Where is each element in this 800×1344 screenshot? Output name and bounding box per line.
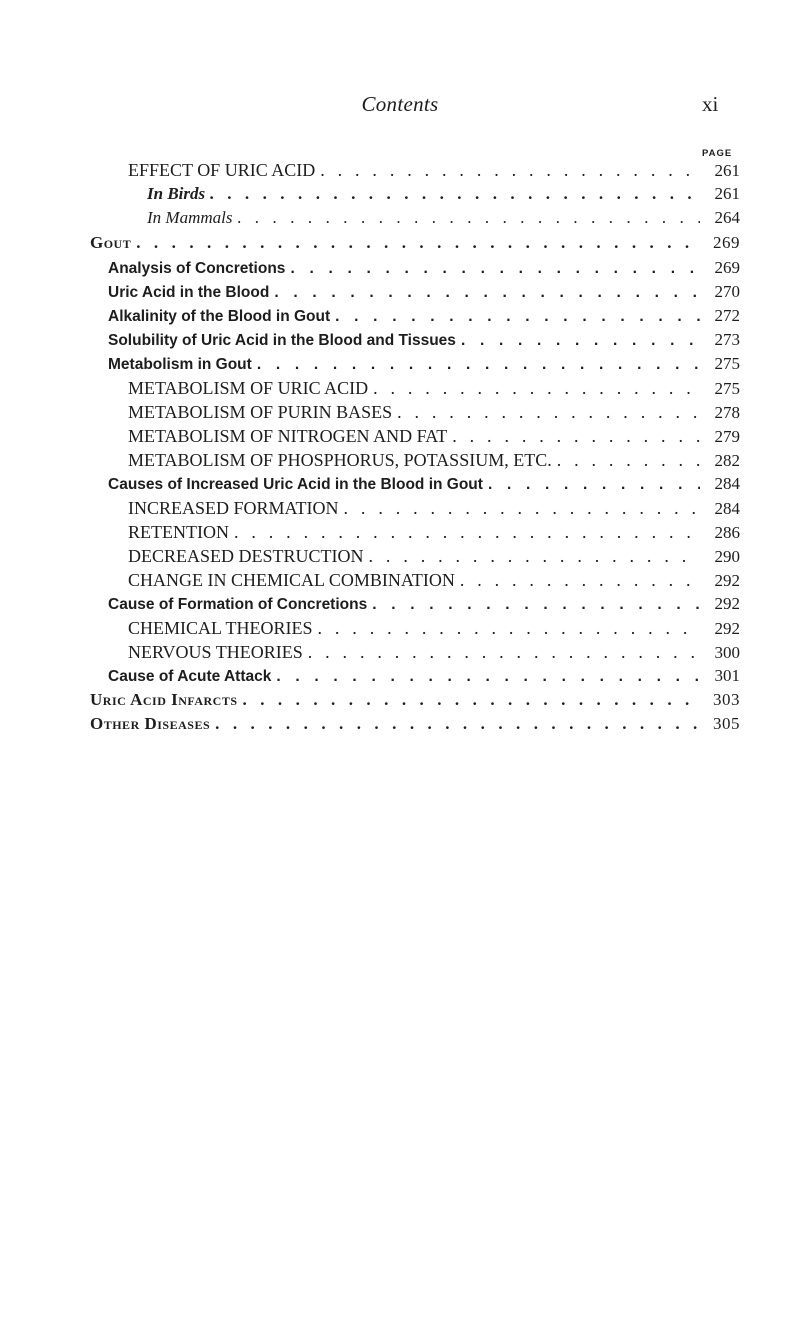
toc-entry-title: In Mammals bbox=[147, 208, 233, 227]
toc-entry-title: METABOLISM OF URIC ACID bbox=[128, 378, 369, 398]
toc-entry-title: Cause of Formation of Concretions bbox=[108, 596, 368, 613]
toc-entry-page: 292 bbox=[714, 571, 740, 590]
dot-leader bbox=[271, 668, 700, 686]
toc-entry bbox=[128, 160, 740, 184]
toc-entry-title: RETENTION bbox=[128, 522, 229, 542]
toc-entry bbox=[90, 233, 740, 257]
dot-leader bbox=[455, 570, 700, 591]
toc-entry-page: 305 bbox=[713, 714, 740, 733]
toc-entry-title: METABOLISM OF NITROGEN AND FAT bbox=[128, 426, 448, 446]
dot-leader bbox=[364, 546, 700, 567]
toc-entry-page: 261 bbox=[714, 161, 740, 180]
dot-leader bbox=[238, 690, 700, 710]
toc-entry bbox=[90, 714, 740, 738]
running-title: Contents bbox=[361, 92, 439, 116]
dot-leader bbox=[330, 308, 700, 326]
dot-leader bbox=[456, 332, 700, 350]
dot-leader bbox=[367, 596, 700, 614]
toc-entry bbox=[108, 474, 740, 498]
toc-entry-page: 301 bbox=[714, 666, 740, 685]
toc-entry-title: Cause of Acute Attack bbox=[108, 668, 272, 685]
dot-leader bbox=[392, 402, 700, 423]
toc-entry bbox=[108, 594, 740, 618]
toc-entry-title: INCREASED FORMATION bbox=[128, 498, 339, 518]
toc-entry-title: Analysis of Concretions bbox=[108, 260, 286, 277]
toc-entry-title: Causes of Increased Uric Acid in the Blood in Gout bbox=[108, 476, 483, 493]
dot-leader bbox=[232, 208, 700, 228]
toc-entry bbox=[147, 208, 740, 232]
toc-entry-title: EFFECT OF URIC ACID bbox=[128, 160, 316, 180]
toc-entry bbox=[128, 378, 740, 402]
toc-entry-title: In Birds bbox=[147, 184, 206, 203]
dot-leader bbox=[205, 184, 700, 204]
toc-entry-title: NERVOUS THEORIES bbox=[128, 642, 303, 662]
toc-entry-page: 272 bbox=[714, 306, 740, 325]
dot-leader bbox=[285, 260, 700, 278]
page-header bbox=[0, 92, 800, 122]
toc-entry bbox=[128, 642, 740, 666]
page-folio: xi bbox=[702, 92, 719, 116]
dot-leader bbox=[368, 378, 700, 399]
dot-leader bbox=[252, 356, 700, 374]
toc-entry bbox=[147, 184, 740, 208]
toc-entry-title: Uric Acid Infarcts bbox=[90, 690, 238, 709]
dot-leader bbox=[313, 618, 701, 639]
dot-leader bbox=[210, 714, 700, 734]
dot-leader bbox=[315, 160, 700, 181]
toc-entry-page: 290 bbox=[714, 547, 740, 566]
toc-entry-page: 279 bbox=[714, 427, 740, 446]
toc-entry bbox=[128, 618, 740, 642]
toc-entry-title: CHANGE IN CHEMICAL COMBINATION bbox=[128, 570, 455, 590]
toc-entry-page: 264 bbox=[714, 208, 740, 227]
dot-leader bbox=[131, 233, 700, 253]
toc-entry bbox=[108, 354, 740, 378]
toc-entry bbox=[108, 282, 740, 306]
toc-entry-title: Solubility of Uric Acid in the Blood and Tissues bbox=[108, 332, 456, 349]
toc-entry-page: 275 bbox=[714, 379, 740, 398]
toc-entry-page: 270 bbox=[714, 282, 740, 301]
toc-entry bbox=[128, 426, 740, 450]
dot-leader bbox=[483, 476, 700, 494]
toc-entry-page: 300 bbox=[714, 643, 740, 662]
toc-entry-title: METABOLISM OF PHOSPHORUS, POTASSIUM, ETC. bbox=[128, 450, 552, 470]
toc-entry-page: 282 bbox=[714, 451, 740, 470]
toc-entry-title: DECREASED DESTRUCTION bbox=[128, 546, 364, 566]
toc-entry bbox=[128, 546, 740, 570]
toc-entry bbox=[128, 522, 740, 546]
toc-entry-page: 275 bbox=[714, 354, 740, 373]
dot-leader bbox=[447, 426, 700, 447]
toc-entry-page: 286 bbox=[714, 523, 740, 542]
toc-entry-title: Alkalinity of the Blood in Gout bbox=[108, 308, 331, 325]
toc-entry-page: 278 bbox=[714, 403, 740, 422]
toc-entry bbox=[128, 450, 740, 474]
dot-leader bbox=[303, 642, 700, 663]
toc-entry-page: 284 bbox=[714, 474, 740, 493]
toc-entry bbox=[108, 330, 740, 354]
toc-entry bbox=[108, 666, 740, 690]
toc-entry-title: METABOLISM OF PURIN BASES bbox=[128, 402, 393, 422]
toc-entry bbox=[108, 258, 740, 282]
toc-entry-page: 269 bbox=[713, 233, 740, 252]
toc-entry bbox=[108, 306, 740, 330]
toc-entry bbox=[90, 690, 740, 714]
toc-entry bbox=[128, 498, 740, 522]
toc-entry-title: Other Diseases bbox=[90, 714, 211, 733]
dot-leader bbox=[552, 450, 700, 471]
page-column-label: PAGE bbox=[702, 148, 733, 159]
toc-entry-title: CHEMICAL THEORIES bbox=[128, 618, 313, 638]
toc-entry bbox=[128, 402, 740, 426]
dot-leader bbox=[269, 284, 700, 302]
toc-entry bbox=[128, 570, 740, 594]
toc-entry-page: 284 bbox=[714, 499, 740, 518]
toc-entry-page: 292 bbox=[714, 619, 740, 638]
toc-entry-page: 273 bbox=[714, 330, 740, 349]
dot-leader bbox=[339, 498, 700, 519]
dot-leader bbox=[229, 522, 700, 543]
toc-entry-title: Metabolism in Gout bbox=[108, 356, 252, 373]
toc-entry-page: 269 bbox=[714, 258, 740, 277]
toc-entry-title: Gout bbox=[90, 233, 132, 252]
toc-entry-page: 261 bbox=[714, 184, 740, 203]
toc-entry-title: Uric Acid in the Blood bbox=[108, 284, 270, 301]
toc-entry-page: 292 bbox=[714, 594, 740, 613]
toc-entry-page: 303 bbox=[713, 690, 740, 709]
